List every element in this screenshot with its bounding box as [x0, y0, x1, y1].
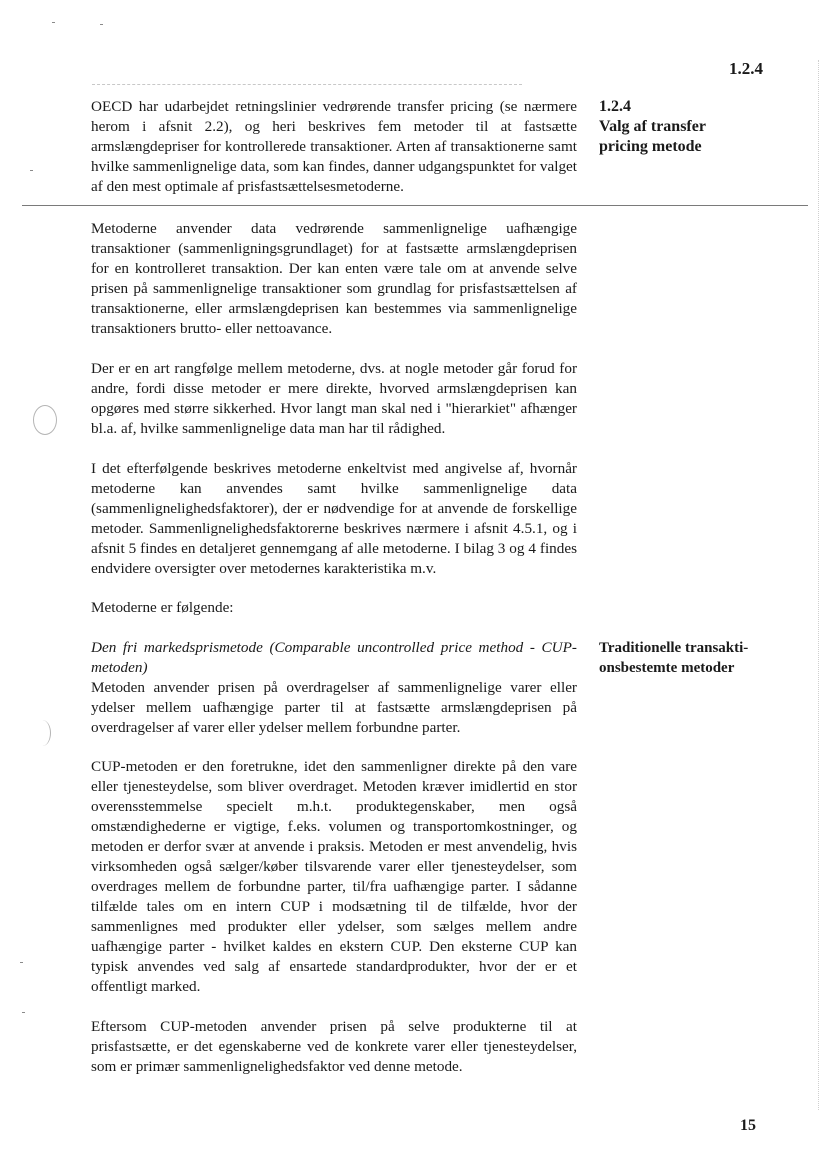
scan-speck [30, 170, 33, 171]
scan-speck [52, 22, 55, 23]
paragraph-3: I det efterfølgende beskrives metoderne enkeltvist med angivelse af, hvornår metoderne kan anvendes samt hvilke sammenlignelige data (sammenlignelighedsfaktorer), der er nødvendige for at anvende de forskellige metoder. Sammenlignelighedsfaktorerne beskrives nærmere i afsnit 4.5.1, og i afsnit 5 findes en detaljeret gennemgang af alle metoderne. I bilag 3 og 4 findes endvidere oversigter over metodernes karakteristika m.v. [91, 460, 577, 577]
binder-hole-mark [34, 720, 51, 746]
section-reference: 1.2.4 [729, 59, 763, 78]
section-number: 1.2.4 [599, 98, 631, 115]
section-title-line1: Valg af transfer [599, 118, 706, 135]
paragraph-7: Eftersom CUP-metoden anvender prisen på selve produkterne til at prisfastsætte, er det egenskaberne ved de konkrete varer eller tjenesteydelser, som er primær sammenlignelighedsfaktor ved denne metode. [91, 1018, 577, 1075]
paragraph-4: Metoderne er følgende: [91, 599, 234, 616]
scan-speck [100, 24, 103, 25]
method-title: Den fri markedsprismetode (Comparable uncontrolled price method - CUP-metoden) [91, 639, 577, 676]
binder-hole-mark [33, 405, 57, 435]
method-heading-line1: Traditionelle transakti- [599, 640, 749, 656]
page-number: 15 [740, 1117, 756, 1134]
paragraph-1: Metoderne anvender data vedrørende sammenlignelige uafhængige transaktioner (sammenligningsgrundlaget) for at fastsætte armslængdeprisen for en kontrolleret transaktion. Der kan enten være tale om at anvende selve prisen på sammenlignelige transaktioner som grundlag for prisfastsættelsen af transaktionerne, eller armslængdeprisen kan bestemmes via sammenlignelige transaktioners brutto- eller nettoavance. [91, 220, 577, 337]
scan-speck [20, 962, 23, 963]
sidebar-section-heading [599, 97, 779, 157]
intro-paragraph: OECD har udarbejdet retningslinier vedrørende transfer pricing (se nærmere herom i afsnit 2.2), og heri beskrives fem metoder til at fastsætte armslængdepriser for kontrollerede transaktioner. Arten af transaktionerne samt hvilke sammenlignelige data, som kan findes, danner udgangspunktet for valget af den mest optimale af prisfastsættelsesmetoderne. [91, 98, 577, 195]
section-divider [22, 205, 808, 206]
scan-speck [22, 1012, 25, 1013]
paragraph-5: Metoden anvender prisen på overdragelser af sammenlignelige varer eller ydelser mellem uafhængige parter til at fastsætte armslængdeprisen på overdragelser af varer eller ydelser mellem forbundne parter. [91, 679, 577, 736]
section-title-line2: pricing metode [599, 138, 702, 155]
method-heading-line2: onsbestemte metoder [599, 660, 735, 676]
sidebar-method-heading [599, 638, 779, 678]
header-dashed-line [92, 84, 522, 85]
scan-edge [818, 60, 819, 1110]
paragraph-2: Der er en art rangfølge mellem metoderne, dvs. at nogle metoder går forud for andre, fordi disse metoder er mere direkte, hvorved armslængdeprisen kan opgøres med større sikkerhed. Hvor langt man skal ned i "hierarkiet" afhænger bl.a. af, hvilke sammenlignelige data man har til rådighed. [91, 360, 577, 437]
paragraph-6: CUP-metoden er den foretrukne, idet den sammenligner direkte på den vare eller tjenesteydelse, som bliver overdraget. Metoden kræver imidlertid en stor overensstemmelse specielt m.h.t. produktegenskaber, men også omstændighederne er vigtige, f.eks. volumen og transportomkostninger, og metoden er derfor svær at anvende i praksis. Metoden er mest anvendelig, hvis virksomheden også sælger/køber tilsvarende varer eller tjenesteydelser, som overdrages mellem de forbundne parter, til/fra uafhængige parter. I sådanne tilfælde tales om en intern CUP i modsætning til de tilfælde, hvor der sammenlignes med produkter eller ydelser, som sælges mellem andre uafhængige parter - hvilket kaldes en ekstern CUP. Den eksterne CUP kan typisk anvendes ved salg af ensartede standardprodukter, hvor der er et offentligt marked. [91, 758, 577, 995]
